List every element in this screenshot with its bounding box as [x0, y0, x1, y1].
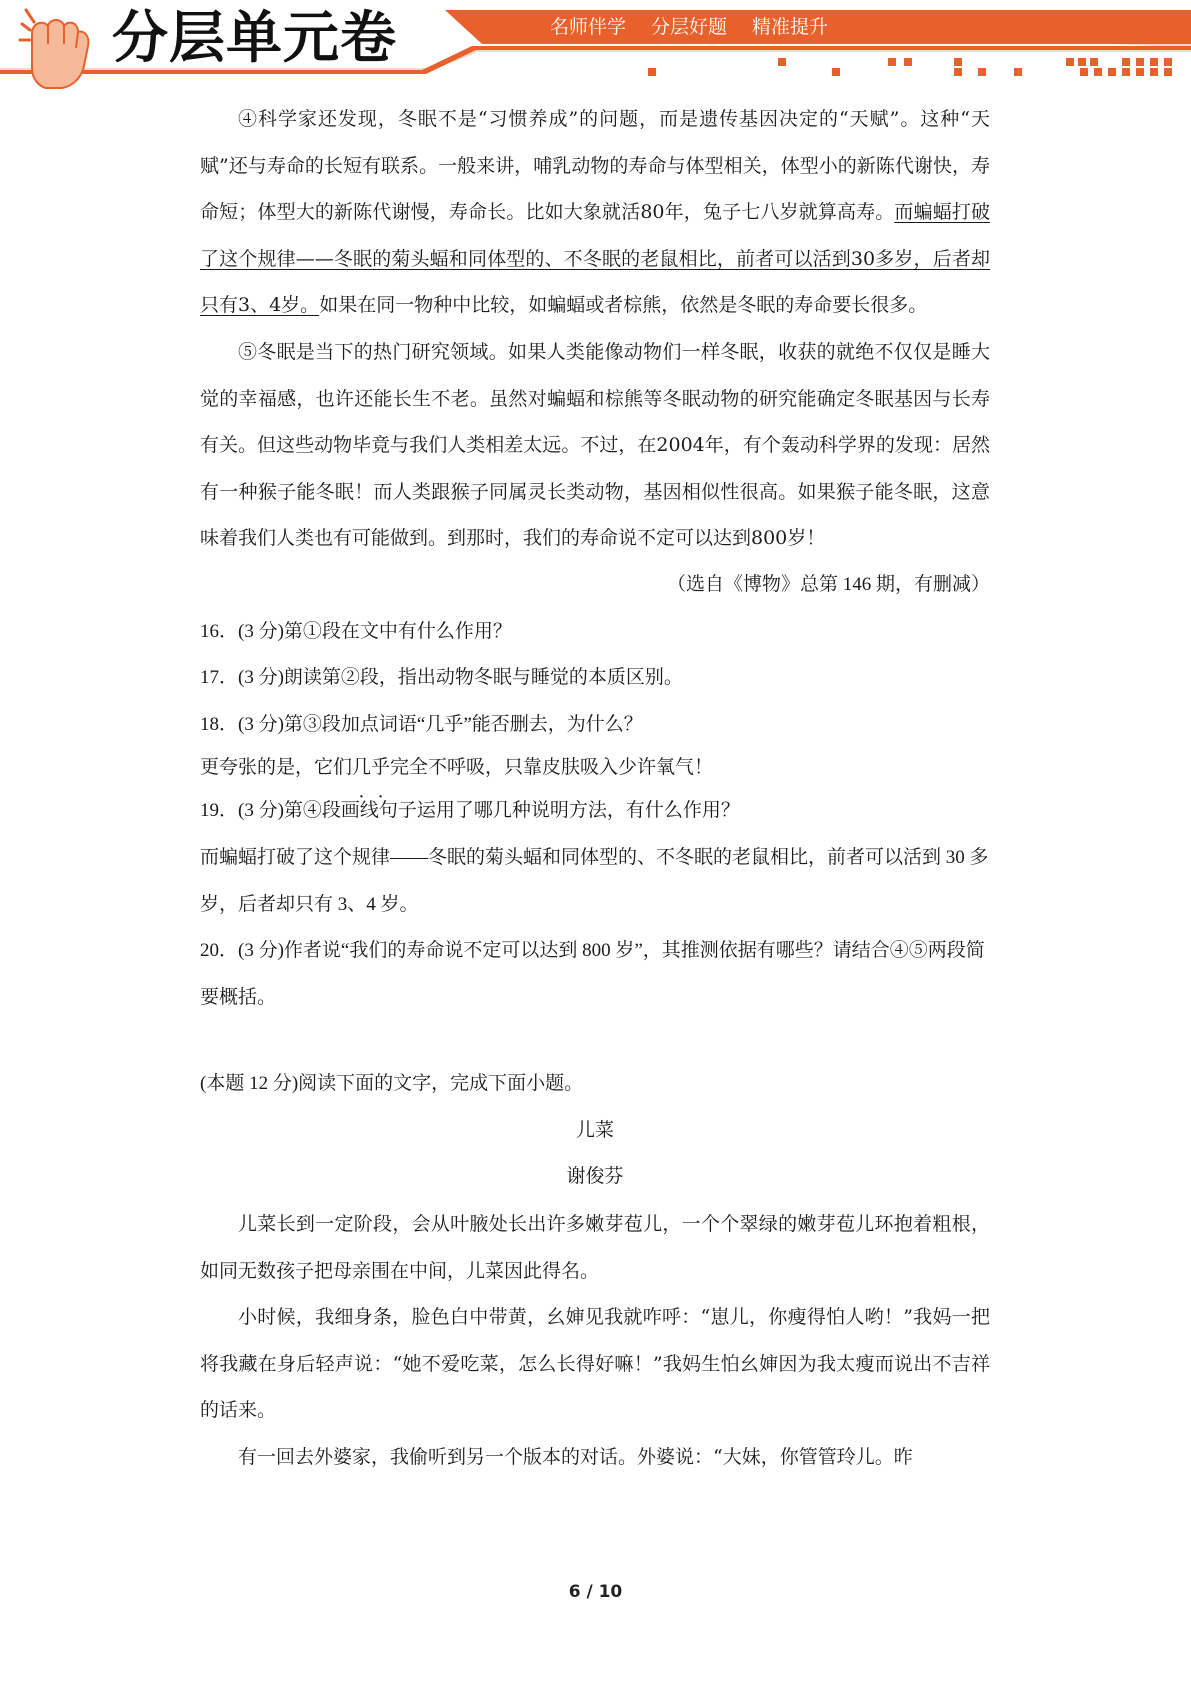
fist-icon [20, 10, 88, 88]
underlined-sentence: 而蝙蝠打破了这个规律——冬眠的菊头蝠和同体型的、不冬眠的老鼠相比，前者可以活到30多岁，后者却只有3、4岁。 [200, 201, 990, 317]
slogan-2: 分层好题 [651, 16, 728, 38]
passage-2-paragraph-3: 有一回去外婆家，我偷听到另一个版本的对话。外婆说：“大妹，你管管玲儿。昨 [238, 1446, 913, 1469]
page-header [0, 0, 1191, 90]
passage-2-title: 儿菜 [575, 1119, 614, 1141]
question-20: 20．(3 分)作者说“我们的寿命说不定可以达到 800 岁”，其推测依据有哪些？请结合④⑤两段简要概括。 [200, 940, 985, 1008]
brand-title: 分层单元卷 [112, 6, 397, 71]
page-number: 6 / 10 [568, 1582, 623, 1602]
question-16: 16．(3 分)第①段在文中有什么作用？ [200, 620, 512, 642]
question-19: 19．(3 分)第④段画线句子运用了哪几种说明方法，有什么作用？ [200, 800, 740, 822]
passage-2-paragraph-2: 小时候，我细身条，脸色白中带黄，幺婶见我就咋呼：“崽儿，你瘦得怕人哟！”我妈一把将我藏在身后轻声说：“她不爱吃菜，怎么长得好嘛！”我妈生怕幺婶因为我太瘦而说出不吉祥的话来。 [200, 1306, 990, 1422]
emphasis-dot-char: 乎 [371, 757, 391, 779]
passage-paragraph-5: ⑤冬眠是当下的热门研究领域。如果人类能像动物们一样冬眠，收获的就绝不仅仅是睡大觉的幸福感，也许还能长生不老。虽然对蝙蝠和棕熊等冬眠动物的研究能确定冬眠基因与长寿有关。但这些动物毕竟与我们人类相差太远。不过，在2004年，有个轰动科学界的发现：居然有一种猴子能冬眠！而人类跟猴子同属灵长类动物，基因相似性很高。如果猴子能冬眠，这意味着我们人类也有可能做到。到那时，我们的寿命说不定可以达到800岁！ [200, 340, 990, 550]
passage-2-author: 谢俊芬 [566, 1166, 624, 1188]
emphasis-dot-char: 几 [352, 757, 372, 779]
question-18: 18．(3 分)第③段加点词语“几乎”能否删去，为什么？ [200, 713, 643, 735]
passage-2-intro: (本题 12 分)阅读下面的文字，完成下面小题。 [200, 1073, 584, 1095]
question-18-quote: 更夸张的是，它们几乎完全不呼吸，只靠皮肤吸入少许氧气！ [200, 757, 714, 779]
slogan-3: 精准提升 [752, 16, 829, 38]
question-17: 17．(3 分)朗读第②段，指出动物冬眠与睡觉的本质区别。 [200, 667, 683, 689]
question-19-quote: 而蝙蝠打破了这个规律——冬眠的菊头蝠和同体型的、不冬眠的老鼠相比，前者可以活到 30 多岁，后者却只有 3、4 岁。 [200, 846, 989, 915]
decorative-squares [648, 58, 1172, 76]
passage-2-paragraph-1: 儿菜长到一定阶段，会从叶腋处长出许多嫩芽苞儿，一个个翠绿的嫩芽苞儿环抱着粗根，如同无数孩子把母亲围在中间，儿菜因此得名。 [200, 1213, 990, 1282]
page-content [200, 96, 990, 1481]
slogan-1: 名师伴学 [550, 16, 627, 38]
passage-paragraph-4: ④科学家还发现，冬眠不是“习惯养成”的问题，而是遗传基因决定的“天赋”。这种“天赋”还与寿命的长短有联系。一般来讲，哺乳动物的寿命与体型相关，体型小的新陈代谢快，寿命短；体型大的新陈代谢慢，寿命长。比如大象就活80年，兔子七八岁就算高寿。而蝙蝠打破了这个规律——冬眠的菊头蝠和同体型的、不冬眠的老鼠相比，前者可以活到30多岁，后者却只有3、4岁。如果在同一物种中比较，如蝙蝠或者棕熊，依然是冬眠的寿命要长很多。 [200, 108, 990, 317]
passage-source: （选自《博物》总第 146 期，有删减） [666, 573, 990, 595]
